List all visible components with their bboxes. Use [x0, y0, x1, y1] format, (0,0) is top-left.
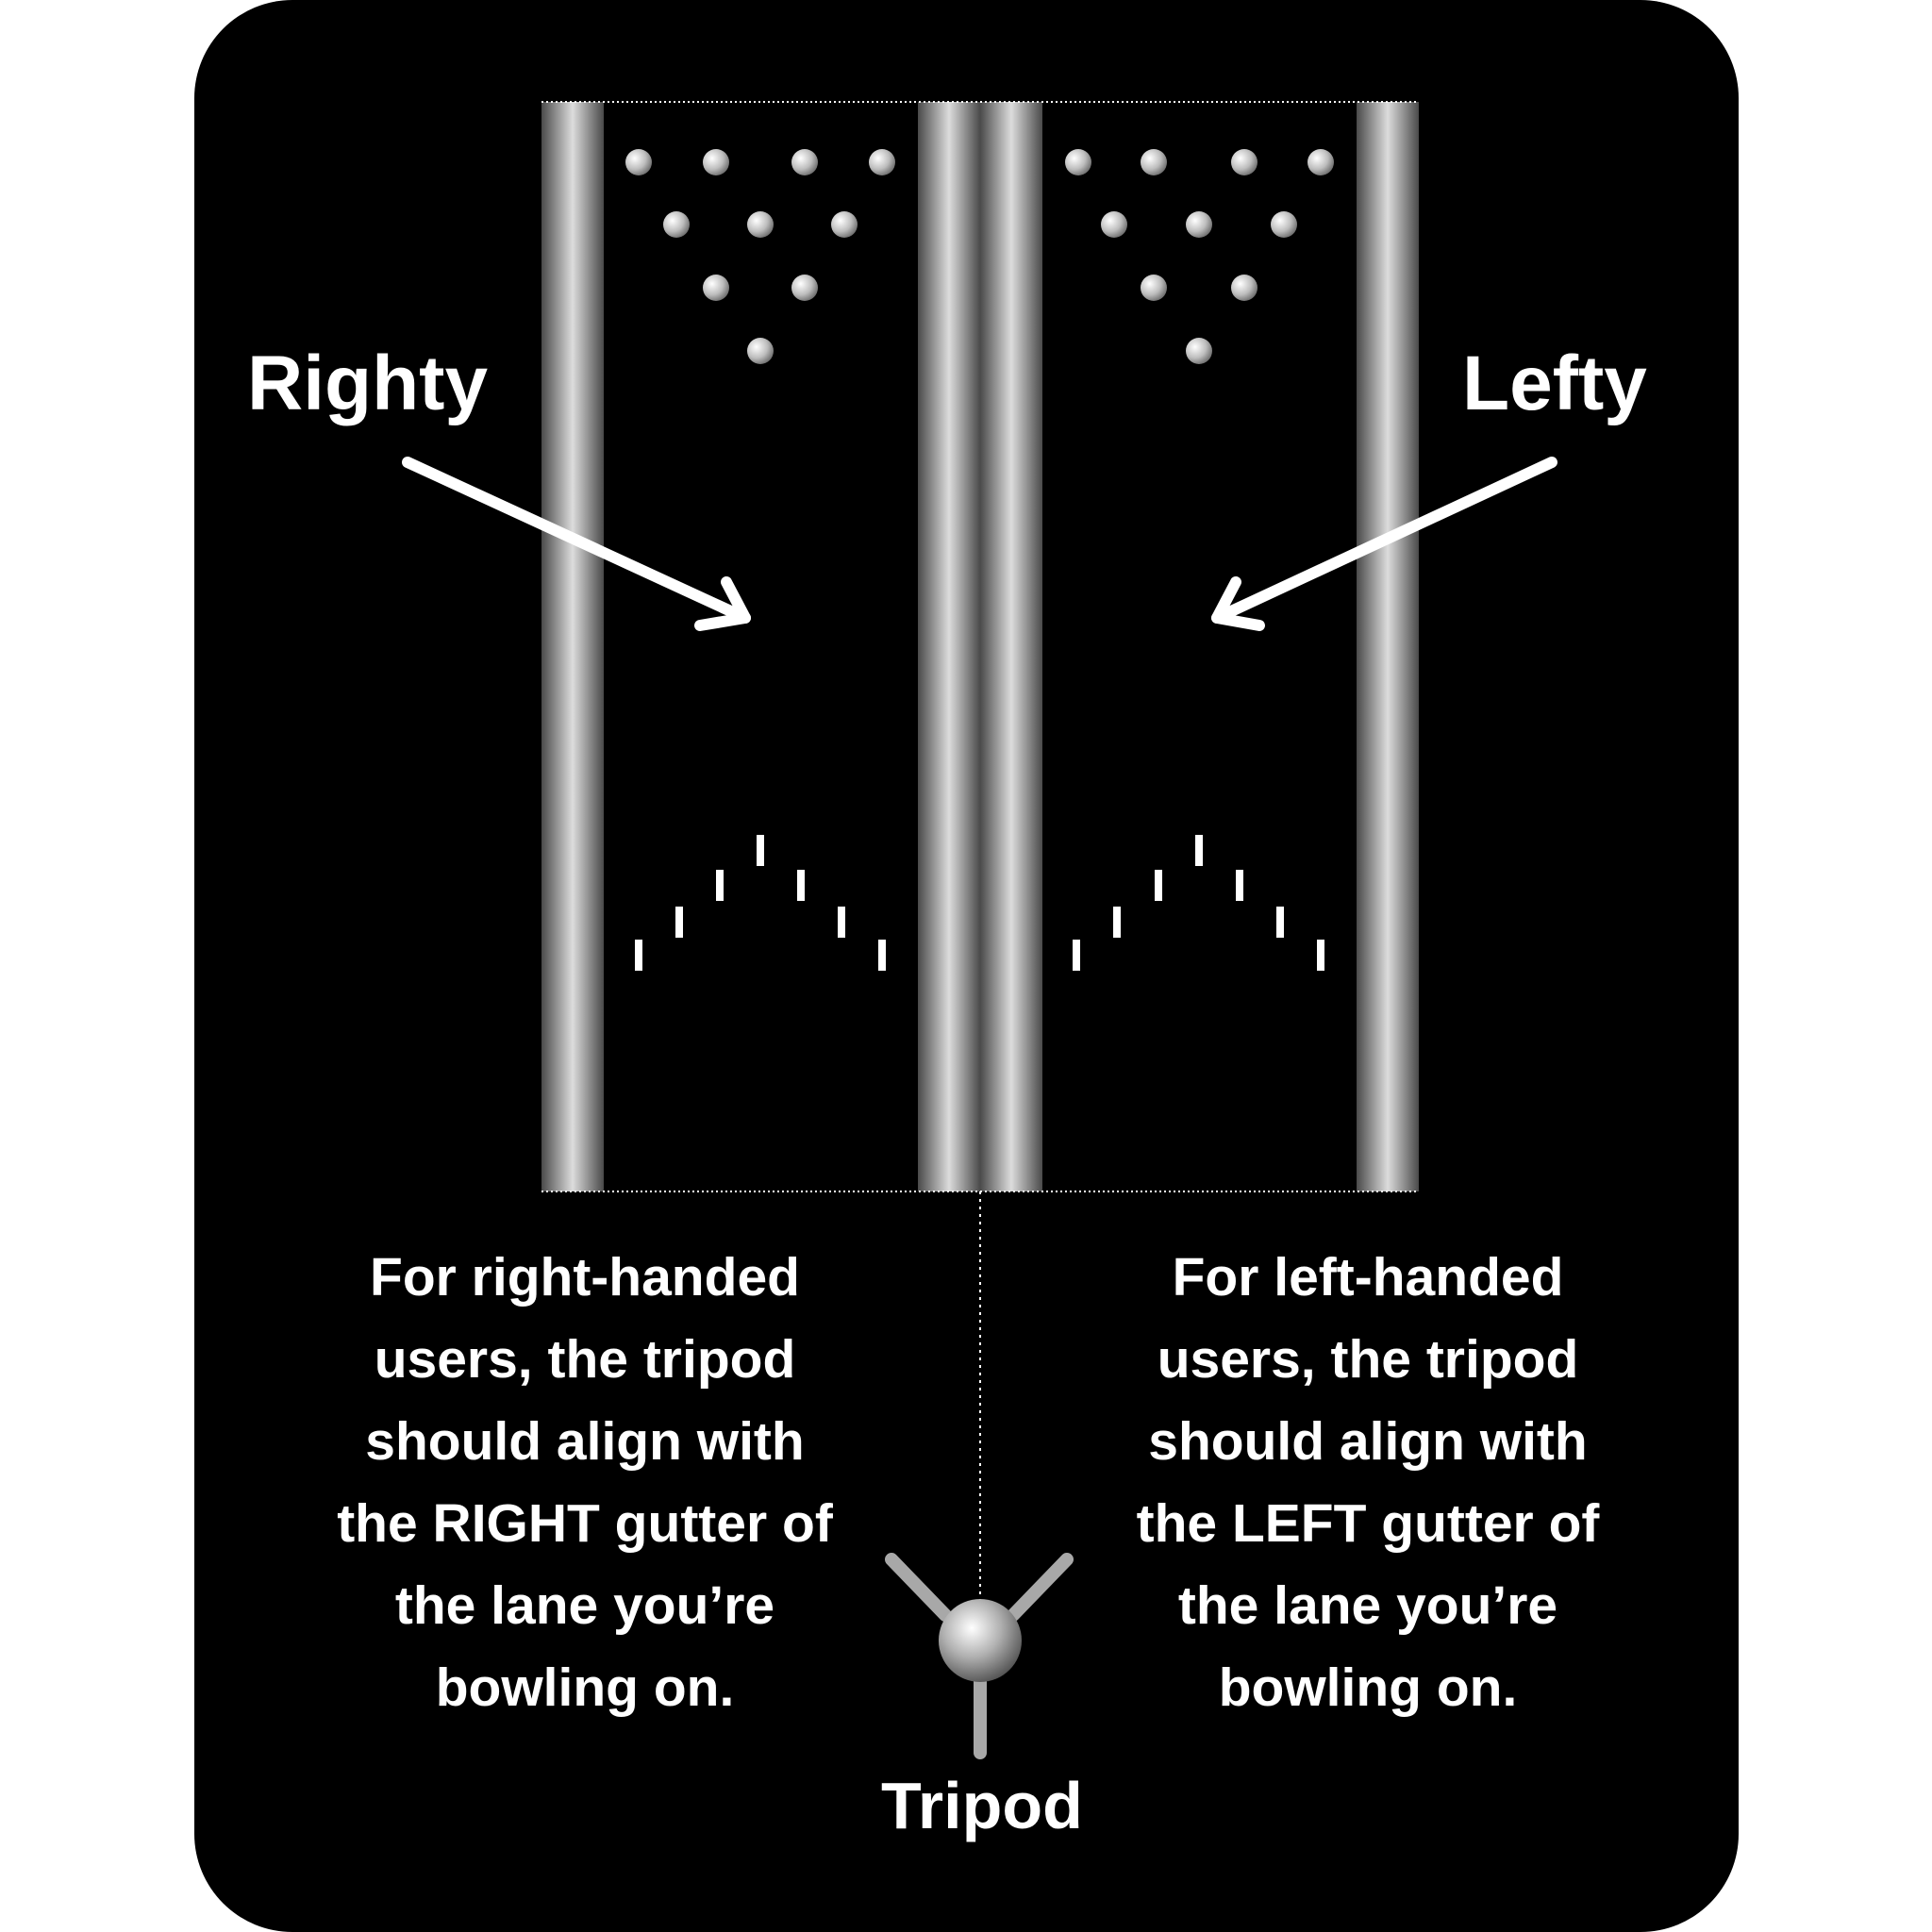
left-handed-caption	[1066, 1237, 1670, 1729]
tripod-label: Tripod	[881, 1769, 1083, 1842]
bowling-pin-dot-icon	[703, 149, 729, 175]
target-mark	[1317, 940, 1324, 971]
target-mark	[675, 907, 683, 938]
bowling-pin-dot-icon	[663, 211, 690, 238]
target-mark	[1236, 870, 1243, 901]
bowling-pin-dot-icon	[747, 211, 774, 238]
pins-left-lane	[625, 149, 895, 364]
lefty-label: Lefty	[1462, 341, 1647, 426]
target-mark	[1113, 907, 1121, 938]
target-mark	[1073, 940, 1080, 971]
gutter-right-lane-right	[1357, 102, 1419, 1191]
bowling-pin-dot-icon	[1141, 275, 1167, 301]
target-marks-right-lane	[1073, 835, 1324, 971]
caption-line: the lane you’re	[1177, 1575, 1558, 1636]
bowling-pin-dot-icon	[747, 338, 774, 364]
caption-line: the LEFT gutter of	[1136, 1493, 1600, 1554]
target-mark	[635, 940, 642, 971]
caption-line: should align with	[1148, 1411, 1588, 1472]
gutter-right-lane-left	[980, 102, 1042, 1191]
bowling-pin-dot-icon	[625, 149, 652, 175]
bowling-pin-dot-icon	[1186, 338, 1212, 364]
target-mark	[757, 835, 764, 866]
caption-line: users, the tripod	[374, 1329, 796, 1390]
target-mark	[1155, 870, 1162, 901]
target-mark	[1276, 907, 1284, 938]
target-marks-left-lane	[635, 835, 886, 971]
caption-line: For left-handed	[1172, 1247, 1564, 1307]
bowling-pin-dot-icon	[1186, 211, 1212, 238]
pins-right-lane	[1065, 149, 1334, 364]
target-mark	[878, 940, 886, 971]
gutter-left-lane-left	[541, 102, 604, 1191]
caption-line: users, the tripod	[1157, 1329, 1579, 1390]
caption-line: should align with	[365, 1411, 805, 1472]
target-mark	[797, 870, 805, 901]
target-mark	[716, 870, 724, 901]
bowling-pin-dot-icon	[1101, 211, 1127, 238]
caption-line: bowling on.	[1218, 1657, 1518, 1718]
bowling-pin-dot-icon	[791, 275, 818, 301]
bowling-pin-dot-icon	[1307, 149, 1334, 175]
bowling-pin-dot-icon	[1231, 275, 1257, 301]
caption-line: bowling on.	[435, 1657, 735, 1718]
caption-line: the lane you’re	[394, 1575, 775, 1636]
bowling-pin-dot-icon	[831, 211, 858, 238]
tripod-icon	[891, 1559, 1067, 1753]
right-handed-caption	[283, 1237, 887, 1729]
caption-line: the RIGHT gutter of	[337, 1493, 833, 1554]
target-mark	[838, 907, 845, 938]
bowling-pin-dot-icon	[1231, 149, 1257, 175]
gutter-left-lane-right	[918, 102, 980, 1191]
bowling-pin-dot-icon	[1065, 149, 1091, 175]
caption-line: For right-handed	[370, 1247, 800, 1307]
bowling-pin-dot-icon	[1271, 211, 1297, 238]
bowling-pin-dot-icon	[869, 149, 895, 175]
target-mark	[1195, 835, 1203, 866]
bowling-pin-dot-icon	[791, 149, 818, 175]
bowling-pin-dot-icon	[703, 275, 729, 301]
bowling-pin-dot-icon	[1141, 149, 1167, 175]
righty-label: Righty	[247, 341, 489, 426]
